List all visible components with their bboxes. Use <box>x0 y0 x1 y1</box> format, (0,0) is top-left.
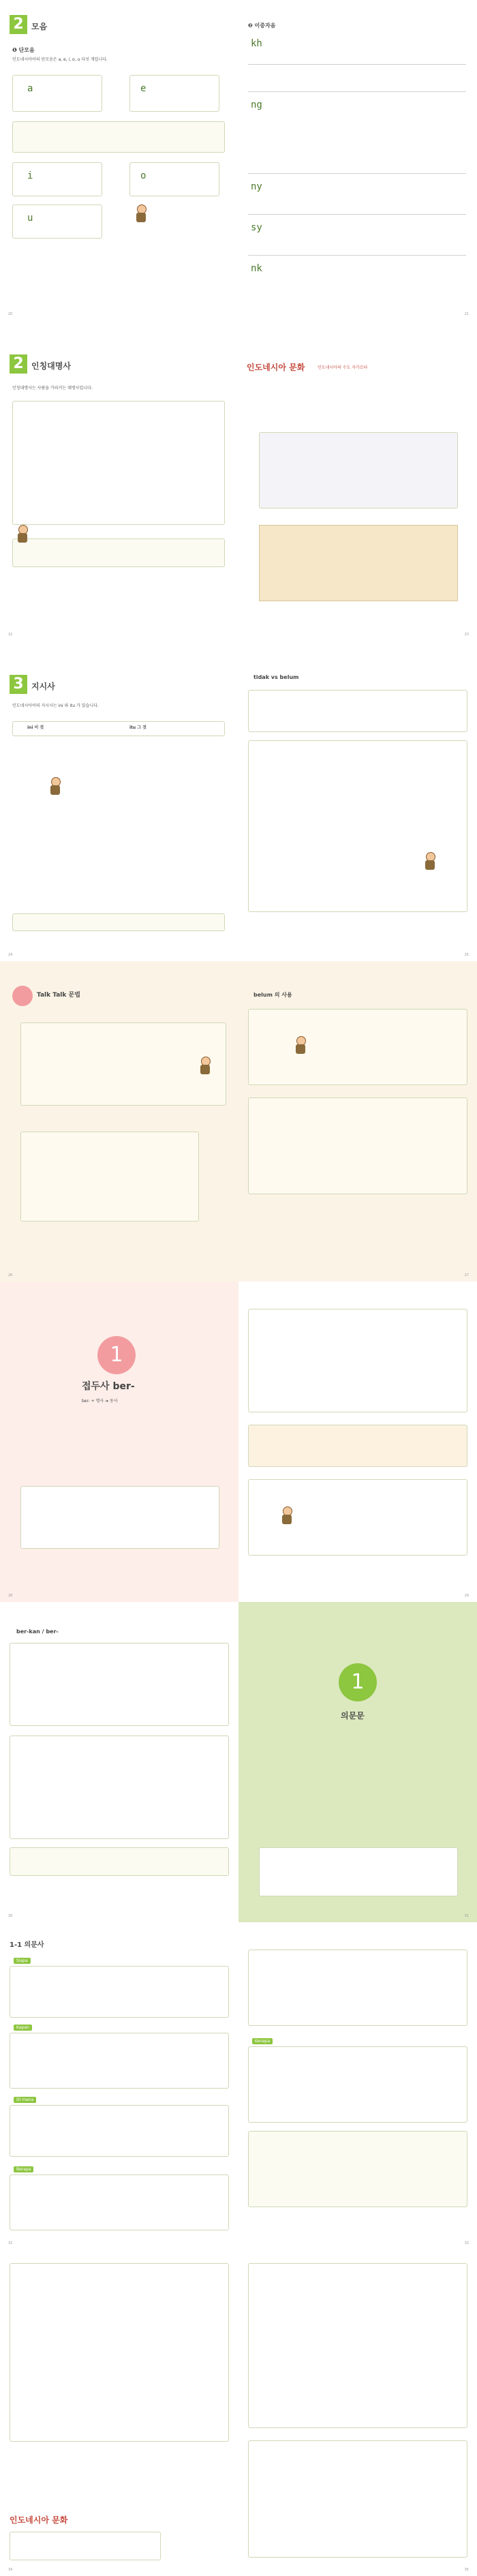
unit-badge: 1 <box>339 1663 377 1701</box>
page-number: 35 <box>464 2568 469 2572</box>
unit-badge: 1 <box>97 1336 136 1374</box>
culture-box <box>10 2532 161 2560</box>
divider <box>248 64 466 65</box>
example-box <box>10 1643 229 1726</box>
vowel-a: a <box>27 83 33 94</box>
grammar-box <box>20 1022 226 1106</box>
page-number: 30 <box>8 1914 13 1918</box>
page-number: 28 <box>8 1594 13 1598</box>
page-number: 27 <box>464 1273 469 1277</box>
vowel-i: i <box>27 170 33 181</box>
character-illustration <box>48 777 63 798</box>
vowel-i-box <box>12 162 102 196</box>
divider <box>248 255 466 256</box>
page-number: 22 <box>8 633 13 637</box>
unit-title: 모음 <box>31 22 48 31</box>
section-subtitle: ❷ 이중자음 <box>248 22 276 29</box>
unit-number: 3 <box>10 675 27 694</box>
consonant-ng: ng <box>251 100 262 110</box>
question-word-tag: Kenapa <box>252 2038 273 2044</box>
page-left <box>0 1282 238 1602</box>
section-title: ber-kan / ber- <box>16 1628 59 1635</box>
formula: ber- + 명사 ➜ 동사 <box>82 1399 118 1404</box>
page-right <box>238 320 477 641</box>
page-number: 24 <box>8 953 13 957</box>
vocab-table <box>259 1847 458 1896</box>
page-left <box>0 320 238 641</box>
page-left <box>0 641 238 961</box>
page-number: 20 <box>8 312 13 316</box>
vowel-e: e <box>140 83 147 94</box>
intro-text: 인칭대명사는 사람을 가리키는 대명사입니다. <box>12 386 93 391</box>
page-number: 29 <box>464 1594 469 1598</box>
dialogue-box <box>248 1097 467 1194</box>
divider <box>248 214 466 215</box>
page-number: 25 <box>464 953 469 957</box>
page-number: 26 <box>8 1273 13 1277</box>
page-right <box>238 1282 477 1602</box>
consonant-kh: kh <box>251 38 262 49</box>
unit-title: 지시사 <box>31 682 55 691</box>
dialogue-box <box>248 1950 467 2026</box>
tidak-section <box>248 690 467 732</box>
exercise-box <box>248 2263 467 2428</box>
pronoun-table <box>12 401 225 525</box>
dialogue-box <box>10 2175 229 2230</box>
consonant-sy: sy <box>251 222 262 233</box>
demonstrative-box <box>12 721 225 736</box>
example-box <box>10 1736 229 1839</box>
vowel-u-box <box>12 204 102 239</box>
spread-2 <box>0 320 477 641</box>
note-box <box>248 2131 467 2207</box>
ini-label: ini 이 것 <box>27 725 44 730</box>
section-title: belum 의 사용 <box>253 992 292 998</box>
example-box <box>248 1425 467 1467</box>
section-title: tidak vs belum <box>253 674 299 680</box>
question-word-tag: Siapa <box>14 1958 31 1964</box>
spread-4 <box>0 961 477 1282</box>
dialogue-box <box>10 2263 229 2442</box>
page-number: 33 <box>464 2241 469 2245</box>
dialogue-box <box>10 1966 229 2018</box>
page-left <box>0 961 238 1282</box>
character-illustration <box>134 204 149 225</box>
character-illustration <box>15 525 30 545</box>
dialogue-box <box>248 1009 467 1085</box>
spread-7 <box>0 1922 477 2249</box>
page-number: 34 <box>8 2568 13 2572</box>
vowel-a-box <box>12 75 102 112</box>
page-right <box>238 641 477 961</box>
spread-1 <box>0 0 477 320</box>
note-box <box>12 539 225 567</box>
dialogue-box <box>248 2046 467 2123</box>
section-title: Talk Talk 문법 <box>37 992 80 999</box>
page-number: 23 <box>464 633 469 637</box>
vowel-u: u <box>27 213 33 224</box>
page-number: 32 <box>8 2241 13 2245</box>
intro-text: 인도네시아어의 지시사는 ini 와 itu 가 있습니다. <box>12 703 99 708</box>
itu-label: itu 그 것 <box>129 725 147 730</box>
page-right <box>238 0 477 320</box>
vowel-o: o <box>140 170 147 181</box>
culture-title: 인도네시아 문화 <box>10 2515 68 2525</box>
exercise-box <box>248 2440 467 2558</box>
divider <box>248 91 466 92</box>
page-left <box>0 1602 238 1922</box>
consonant-ny: ny <box>251 181 262 192</box>
page-number: 31 <box>464 1914 469 1918</box>
word-table <box>248 1309 467 1412</box>
spread-6 <box>0 1602 477 1922</box>
section-subtitle: ❶ 단모음 <box>12 47 35 53</box>
unit-number: 2 <box>10 354 27 374</box>
question-word-tag: Di mana <box>14 2097 36 2103</box>
page-right <box>238 1922 477 2249</box>
dialogue-box <box>10 2033 229 2089</box>
note-box <box>12 121 225 153</box>
character-illustration <box>422 852 437 873</box>
unit-title: 의문문 <box>341 1711 365 1721</box>
ber-table <box>20 1486 219 1549</box>
page-right <box>238 961 477 1282</box>
unit-title: 인칭대명사 <box>31 361 71 371</box>
belum-section <box>248 740 467 912</box>
culture-title: 인도네시아 문화 <box>247 363 305 372</box>
talk-badge <box>12 986 33 1006</box>
unit-number: 2 <box>10 15 27 34</box>
consonant-nk: nk <box>251 263 262 274</box>
culture-subtitle: 인도네시아의 수도 자카르타 <box>318 365 368 370</box>
spread-8 <box>0 2249 477 2576</box>
page-right <box>238 2249 477 2576</box>
note-box <box>10 1847 229 1876</box>
note-box <box>12 913 225 931</box>
character-illustration <box>293 1036 308 1057</box>
map-image <box>259 525 458 601</box>
grammar-table <box>20 1132 199 1222</box>
page-number: 21 <box>464 312 469 316</box>
section-title: 1-1 의문사 <box>10 1941 44 1949</box>
page-left <box>0 0 238 320</box>
divider <box>248 173 466 174</box>
page-left <box>0 2249 238 2576</box>
unit-title: 접두사 ber- <box>82 1381 135 1392</box>
spread-3 <box>0 641 477 961</box>
page-left <box>0 1922 238 2249</box>
dialogue-box <box>10 2105 229 2157</box>
character-illustration <box>198 1057 213 1077</box>
page-right <box>238 1602 477 1922</box>
question-word-tag: Berapa <box>14 2166 33 2172</box>
spread-5 <box>0 1282 477 1602</box>
question-word-tag: Kapan <box>14 2025 32 2031</box>
dialogue-box <box>259 432 458 509</box>
intro-text: 인도네시아어의 단모음은 a, e, i, o, u 다섯 개입니다. <box>12 57 108 62</box>
character-illustration <box>279 1506 294 1527</box>
